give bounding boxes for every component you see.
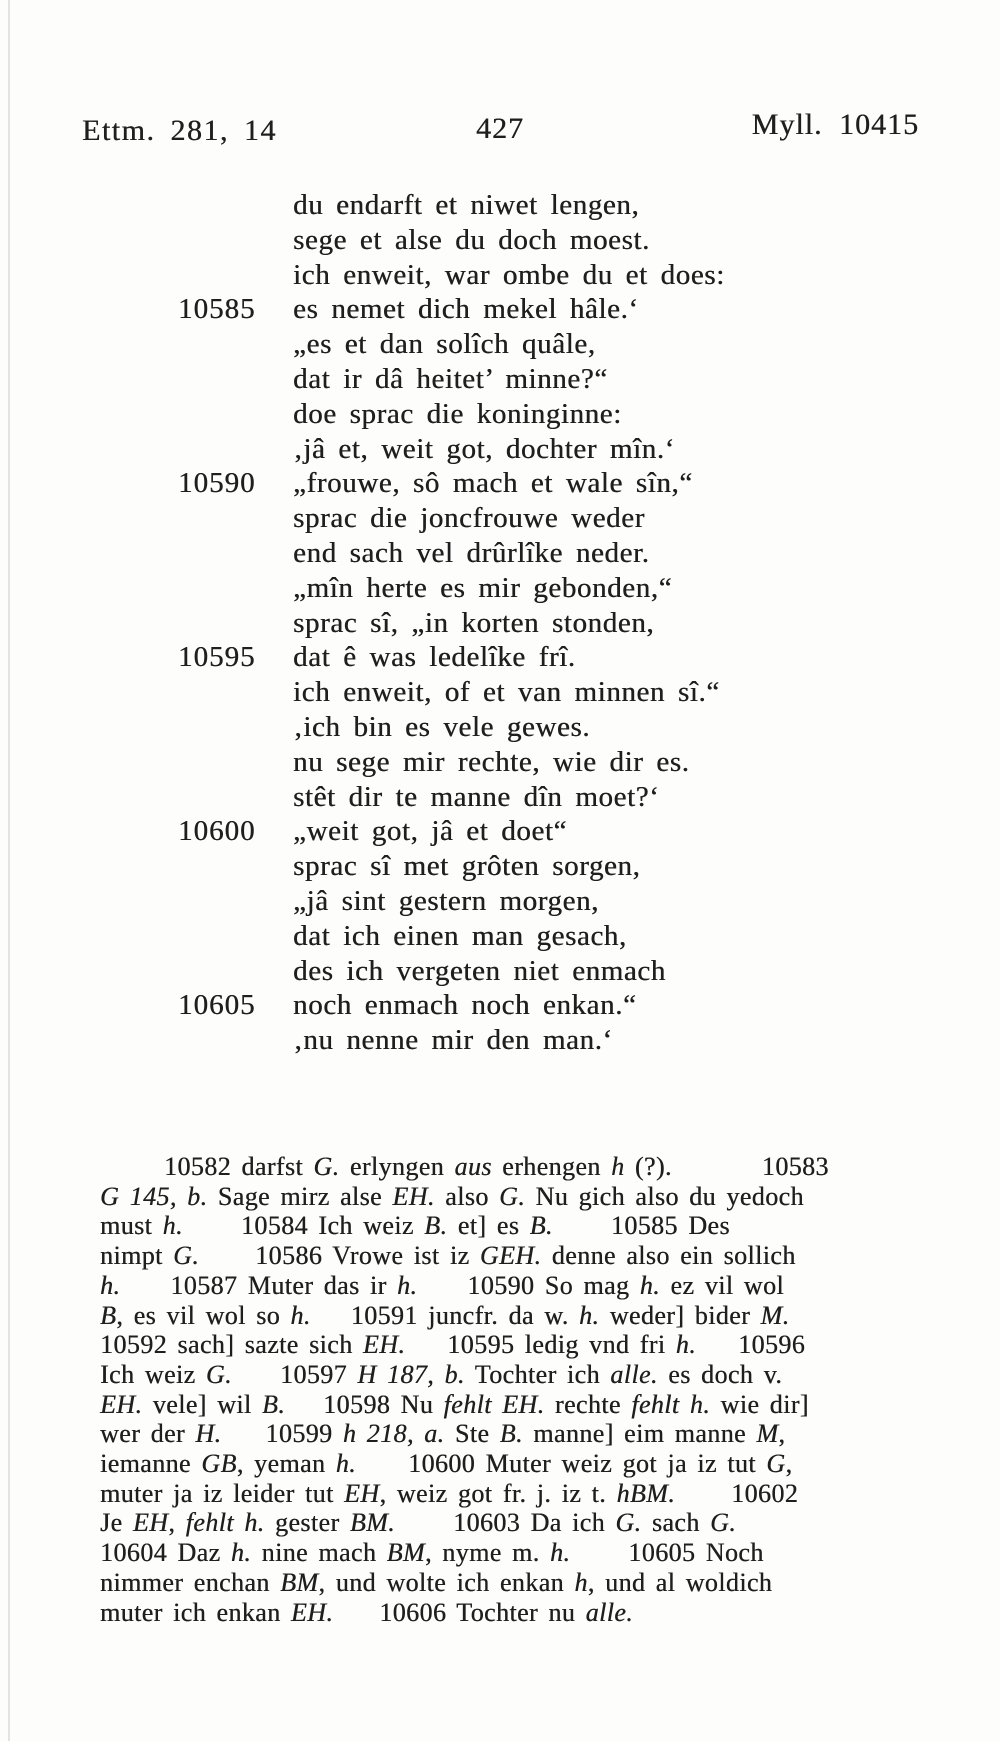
- apparatus-line: [100, 1241, 932, 1271]
- verse-line-text: noch enmach noch enkan.“: [293, 989, 637, 1022]
- apparatus-line: [100, 1598, 932, 1628]
- apparatus-line: [100, 1211, 932, 1241]
- apparatus-text: Nu gich also du yedoch: [525, 1181, 804, 1211]
- verse-line: [178, 640, 725, 675]
- verse-line: [178, 223, 725, 258]
- apparatus-text: 10584 Ich weiz: [240, 1211, 425, 1241]
- apparatus-text: must: [100, 1211, 163, 1241]
- verse-line-text: sprac sî, „in korten stonden,: [293, 606, 655, 639]
- apparatus-siglum: BM.: [349, 1508, 396, 1538]
- apparatus-text: es doch v.: [657, 1359, 783, 1389]
- apparatus-siglum: h.: [230, 1538, 252, 1568]
- apparatus-text: Ste: [444, 1419, 500, 1449]
- apparatus-text: 10602: [731, 1478, 799, 1508]
- verse-line-number: 10590: [178, 467, 256, 500]
- verse-line-text: „frouwe, sô mach et wale sîn,“: [293, 467, 693, 500]
- verse-line: [178, 710, 725, 745]
- verse-line: [178, 1023, 725, 1058]
- apparatus-siglum: h.: [549, 1538, 571, 1568]
- apparatus-text: also: [434, 1181, 500, 1211]
- verse-line: [178, 849, 725, 884]
- apparatus-line: [100, 1330, 932, 1360]
- verse-line: [178, 292, 725, 327]
- apparatus-line: [100, 1390, 932, 1420]
- apparatus-text: iemanne: [100, 1449, 202, 1479]
- apparatus-text: muter ja iz leider tut: [100, 1478, 345, 1508]
- apparatus-text: erlyngen: [339, 1152, 455, 1181]
- apparatus-siglum: EH.: [362, 1330, 406, 1360]
- verse-line-number: 10585: [178, 293, 256, 326]
- apparatus-text: weder] bider: [599, 1300, 761, 1330]
- apparatus-text: et] es: [447, 1211, 530, 1241]
- verse-line: [178, 536, 725, 571]
- apparatus-text: Je: [100, 1508, 133, 1538]
- verse-line: [178, 675, 725, 710]
- apparatus-text: ,: [785, 1449, 793, 1479]
- verse-line-number: 10595: [178, 641, 256, 674]
- verse-line-text: „es et dan solîch quâle,: [293, 328, 596, 361]
- apparatus-text: denne also ein sollich: [541, 1241, 796, 1271]
- verse-line: [178, 814, 725, 849]
- apparatus-text: Ich weiz: [100, 1359, 206, 1389]
- apparatus-text: 10591 juncfr. da w.: [350, 1300, 580, 1330]
- apparatus-text: Sage mirz alse: [207, 1181, 393, 1211]
- header-left-reference: Ettm. 281, 14: [82, 114, 277, 147]
- verse-line-text: es nemet dich mekel hâle.‘: [293, 293, 639, 326]
- header-right-reference: Myll. 10415: [751, 108, 919, 141]
- apparatus-siglum: aus: [454, 1152, 492, 1181]
- apparatus-text: ,: [168, 1508, 186, 1538]
- verse-line: [178, 884, 725, 919]
- apparatus-siglum: EH: [344, 1478, 380, 1508]
- apparatus-siglum: fehlt h.: [185, 1508, 265, 1538]
- apparatus-text: , nyme m.: [424, 1538, 550, 1568]
- verse-line: [178, 780, 725, 815]
- apparatus-text: , weiz got fr. j. iz t.: [379, 1478, 617, 1508]
- apparatus-text: 10585 Des: [610, 1211, 730, 1241]
- verse-line: [178, 258, 725, 293]
- apparatus-siglum: h.: [162, 1211, 183, 1241]
- verse-line: [178, 919, 725, 954]
- apparatus-siglum: BM: [386, 1538, 425, 1568]
- verse-line-text: end sach vel drûrlîke neder.: [293, 536, 650, 569]
- apparatus-text: ez vil wol: [660, 1270, 784, 1300]
- apparatus-line: [100, 1568, 932, 1598]
- apparatus-line: [100, 1508, 932, 1538]
- verse-line: [178, 188, 725, 223]
- apparatus-text: nimmer enchan: [100, 1567, 281, 1597]
- apparatus-text: 10590 So mag: [467, 1270, 640, 1300]
- apparatus-text: sach: [641, 1508, 711, 1538]
- apparatus-text: 10587 Muter das ir: [170, 1270, 397, 1300]
- apparatus-siglum: G 145, b.: [100, 1181, 208, 1211]
- apparatus-text: erhengen: [491, 1152, 612, 1181]
- verse-line: [178, 745, 725, 780]
- apparatus-siglum: G.: [710, 1508, 737, 1538]
- apparatus-text: 10582 darfst: [164, 1152, 314, 1181]
- apparatus-text: Tochter ich: [464, 1359, 611, 1389]
- verse-line-text: stêt dir te manne dîn moet?‘: [293, 780, 660, 813]
- apparatus-text: ,: [778, 1419, 786, 1449]
- apparatus-siglum: h: [574, 1567, 588, 1597]
- apparatus-line: [100, 1152, 932, 1182]
- verse-line-text: ‚ich bin es vele gewes.: [293, 710, 591, 743]
- verse-line: [178, 432, 725, 467]
- apparatus-text: vele] wil: [142, 1389, 262, 1419]
- apparatus-text: nine mach: [251, 1538, 387, 1568]
- verse-line-text: nu sege mir rechte, wie dir es.: [293, 745, 690, 778]
- apparatus-text: manne] eim manne: [522, 1419, 757, 1449]
- apparatus-siglum: h: [611, 1152, 625, 1181]
- apparatus-text: , und wolte ich enkan: [318, 1567, 575, 1597]
- apparatus-siglum: GEH.: [479, 1241, 542, 1271]
- apparatus-text: wie dir]: [710, 1389, 809, 1419]
- verse-line-text: sprac die joncfrouwe weder: [293, 502, 645, 535]
- apparatus-siglum: h.: [100, 1270, 121, 1300]
- apparatus-siglum: h 218, a.: [342, 1419, 445, 1449]
- apparatus-siglum: G: [766, 1449, 786, 1479]
- apparatus-text: 10599: [265, 1419, 343, 1449]
- apparatus-siglum: B.: [529, 1211, 553, 1241]
- apparatus-text: 10592 sach] sazte sich: [100, 1330, 363, 1360]
- apparatus-siglum: G.: [615, 1508, 642, 1538]
- apparatus-line: [100, 1360, 932, 1390]
- apparatus-siglum: GB: [201, 1449, 237, 1479]
- verse-line-text: sege et alse du doch moest.: [293, 223, 650, 256]
- apparatus-text: , und al woldich: [587, 1567, 773, 1597]
- apparatus-siglum: EH.: [392, 1181, 435, 1211]
- verse-line-text: „jâ sint gestern morgen,: [293, 884, 599, 917]
- apparatus-siglum: B.: [424, 1211, 448, 1241]
- apparatus-line: [100, 1301, 932, 1331]
- verse-line: [178, 327, 725, 362]
- verse-line: [178, 501, 725, 536]
- apparatus-siglum: alle.: [585, 1597, 634, 1627]
- verse-line-text: ich enweit, of et van minnen sî.“: [293, 676, 720, 709]
- apparatus-siglum: M.: [760, 1300, 790, 1330]
- apparatus-text: , es vil wol so: [116, 1300, 291, 1330]
- apparatus-siglum: EH: [132, 1508, 169, 1538]
- verse-line: [178, 571, 725, 606]
- apparatus-siglum: M: [756, 1419, 779, 1449]
- apparatus-siglum: h.: [397, 1270, 418, 1300]
- apparatus-text: 10595 ledig vnd fri: [447, 1330, 676, 1360]
- verse-line-text: ich enweit, war ombe du et does:: [293, 258, 725, 291]
- verse-line-text: ‚nu nenne mir den man.‘: [293, 1024, 613, 1057]
- apparatus-siglum: B.: [261, 1389, 286, 1419]
- apparatus-text: wer der: [100, 1419, 196, 1449]
- apparatus-text: 10597: [279, 1359, 358, 1389]
- apparatus-siglum: fehlt h.: [631, 1389, 711, 1419]
- apparatus-text: 10596: [738, 1330, 806, 1360]
- apparatus-text: gester: [264, 1508, 350, 1538]
- apparatus-text: 10603 Da ich: [453, 1508, 616, 1538]
- apparatus-text: 10606 Tochter nu: [379, 1597, 586, 1627]
- apparatus-text: 10586 Vrowe ist iz: [255, 1241, 480, 1271]
- apparatus-text: (?).: [624, 1152, 672, 1181]
- verse-line-text: dat ê was ledelîke frî.: [293, 641, 576, 674]
- apparatus-text: , yeman: [236, 1449, 336, 1479]
- apparatus-text: muter ich enkan: [100, 1597, 291, 1627]
- apparatus-line: [100, 1182, 932, 1212]
- apparatus-siglum: G.: [313, 1152, 340, 1181]
- apparatus-siglum: G.: [205, 1359, 232, 1389]
- apparatus-siglum: h.: [675, 1330, 697, 1360]
- verse-line-text: du endarft et niwet lengen,: [293, 189, 640, 221]
- verse-line-number: 10600: [178, 815, 256, 848]
- page-edge-line: [8, 0, 10, 1741]
- verse-line: [178, 397, 725, 432]
- apparatus-siglum: hBM.: [616, 1478, 676, 1508]
- apparatus-siglum: h.: [579, 1300, 600, 1330]
- verse-line-text: ‚jâ et, weit got, dochter mîn.‘: [293, 432, 675, 465]
- apparatus-line: [100, 1479, 932, 1509]
- critical-apparatus: [100, 1152, 932, 1627]
- apparatus-text: rechte: [544, 1389, 632, 1419]
- apparatus-siglum: B.: [499, 1419, 523, 1449]
- apparatus-text: nimpt: [100, 1241, 174, 1271]
- apparatus-text: 10598 Nu: [323, 1389, 444, 1419]
- page-number: 427: [476, 112, 524, 145]
- verse-line-text: „mîn herte es mir gebonden,“: [293, 571, 673, 604]
- apparatus-siglum: h.: [290, 1300, 311, 1330]
- apparatus-siglum: h.: [335, 1449, 357, 1479]
- apparatus-text: 10604 Daz: [100, 1538, 231, 1568]
- apparatus-line: [100, 1419, 932, 1449]
- apparatus-siglum: alle.: [610, 1359, 658, 1389]
- apparatus-line: [100, 1538, 932, 1568]
- verse-line-number: 10605: [178, 989, 256, 1022]
- apparatus-siglum: G.: [173, 1241, 200, 1271]
- verse-line: [178, 988, 725, 1023]
- verse-line-text: dat ich einen man gesach,: [293, 919, 627, 952]
- apparatus-text: 10600 Muter weiz got ja iz tut: [408, 1449, 767, 1479]
- verse-line-text: dat ir dâ heitet’ minne?“: [293, 362, 608, 395]
- apparatus-line: [100, 1449, 932, 1479]
- apparatus-siglum: H.: [195, 1419, 222, 1449]
- apparatus-siglum: EH.: [100, 1389, 143, 1419]
- apparatus-text: 10605 Noch: [628, 1538, 764, 1568]
- apparatus-line: [100, 1271, 932, 1301]
- verse-line-text: „weit got, jâ et doet“: [293, 815, 567, 848]
- apparatus-siglum: BM: [280, 1567, 319, 1597]
- verse-line-text: des ich vergeten niet enmach: [293, 954, 666, 987]
- apparatus-text: 10583: [761, 1152, 829, 1181]
- apparatus-siglum: B: [100, 1300, 117, 1330]
- apparatus-siglum: EH.: [290, 1597, 334, 1627]
- apparatus-siglum: h.: [639, 1270, 661, 1300]
- apparatus-siglum: fehlt EH.: [443, 1389, 545, 1419]
- verse-line: [178, 362, 725, 397]
- verse-line: [178, 606, 725, 641]
- apparatus-siglum: G.: [499, 1181, 526, 1211]
- verse-line-text: sprac sî met grôten sorgen,: [293, 850, 641, 883]
- verse-line: [178, 466, 725, 501]
- verse-line-text: doe sprac die koninginne:: [293, 397, 622, 430]
- apparatus-siglum: H 187, b.: [357, 1359, 465, 1389]
- verse-block: [178, 188, 725, 1058]
- verse-line: [178, 954, 725, 989]
